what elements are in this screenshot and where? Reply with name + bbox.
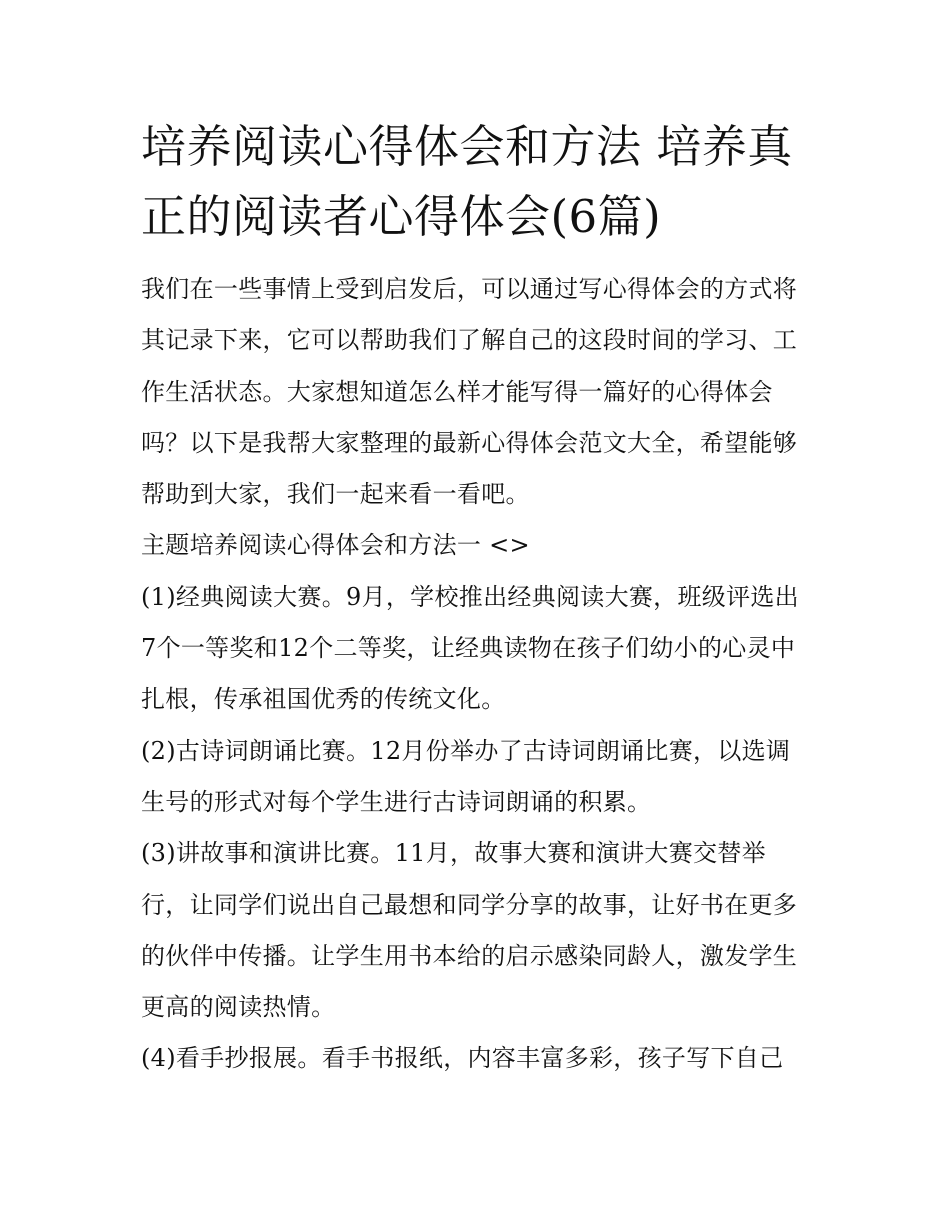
- list-item-1: (1)经典阅读大赛。9月，学校推出经典阅读大赛，班级评选出7个一等奖和12个二等奖，让经典读物在孩子们幼小的心灵中扎根，传承祖国优秀的传统文化。: [141, 582, 799, 714]
- list-item-4: (4)看手抄报展。看手书报纸，内容丰富多彩，孩子写下自己: [141, 1044, 784, 1073]
- list-item-2: (2)古诗词朗诵比赛。12月份举办了古诗词朗诵比赛，以选调生号的形式对每个学生进行古诗词朗诵的积累。: [141, 736, 791, 816]
- section-heading: 主题培养阅读心得体会和方法一 <>: [141, 531, 530, 560]
- intro-paragraph: 我们在一些事情上受到启发后，可以通过写心得体会的方式将其记录下来，它可以帮助我们了解自己的这段时间的学习、工作生活状态。大家想知道怎么样才能写得一篇好的心得体会吗？以下是我帮大家整理的最新心得体会范文大全，希望能够帮助到大家，我们一起来看一看吧。: [141, 275, 798, 509]
- document-title: 培养阅读心得体会和方法 培养真正的阅读者心得体会(6篇): [141, 120, 793, 243]
- list-item-3: (3)讲故事和演讲比赛。11月，故事大赛和演讲大赛交替举行，让同学们说出自己最想和同学分享的故事，让好书在更多的伙伴中传播。让学生用书本给的启示感染同龄人，激发学生更高的阅读热情。: [141, 839, 798, 1022]
- document-page: [141, 112, 813, 1085]
